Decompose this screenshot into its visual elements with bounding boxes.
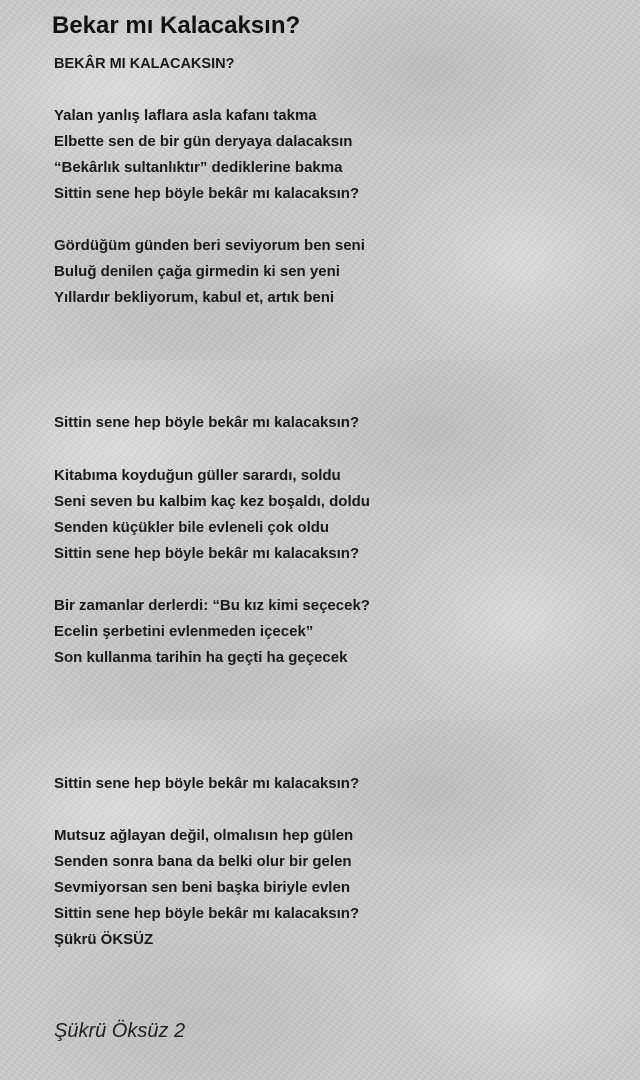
poem-line: Elbette sen de bir gün deryaya dalacaksın (54, 133, 353, 150)
stanza-3 (54, 410, 359, 436)
poem-line: Mutsuz ağlayan değil, olmalısın hep gülen (54, 827, 354, 844)
poem-line: Sevmiyorsan sen beni başka biriyle evlen (54, 879, 350, 896)
poem-line: Senden sonra bana da belki olur bir gelen (54, 853, 352, 870)
stanza-1 (54, 103, 359, 207)
stanza-7 (54, 823, 359, 953)
poem-subtitle: BEKÂR MI KALACAKSIN? (54, 56, 235, 72)
poem-line: Sittin sene hep böyle bekâr mı kalacaksın? (54, 775, 360, 792)
stanza-2 (54, 233, 365, 311)
poem-title: Bekar mı Kalacaksın? (52, 12, 301, 39)
poem-line: Bir zamanlar derlerdi: “Bu kız kimi seçecek? (54, 597, 370, 614)
poem-line: “Bekârlık sultanlıktır” dediklerine bakma (54, 159, 343, 176)
poem-line: Yalan yanlış laflara asla kafanı takma (54, 107, 317, 124)
stanza-5 (54, 593, 370, 671)
poem-line: Buluğ denilen çağa girmedin ki sen yeni (54, 263, 340, 280)
poem-author-line: Şükrü ÖKSÜZ (54, 931, 154, 948)
poem-line: Gördüğüm günden beri seviyorum ben seni (54, 237, 365, 254)
poem-line: Son kullanma tarihin ha geçti ha geçecek (54, 649, 348, 666)
poem-line: Senden küçükler bile evleneli çok oldu (54, 519, 330, 536)
poem-line: Sittin sene hep böyle bekâr mı kalacaksın? (54, 905, 360, 922)
poem-line: Seni seven bu kalbim kaç kez boşaldı, doldu (54, 493, 370, 510)
poem-line: Sittin sene hep böyle bekâr mı kalacaksın? (54, 545, 360, 562)
stanza-4 (54, 463, 370, 567)
stanza-6 (54, 771, 359, 797)
poem-line: Yıllardır bekliyorum, kabul et, artık beni (54, 289, 335, 306)
poem-line: Ecelin şerbetini evlenmeden içecek” (54, 623, 314, 640)
poem-line: Kitabıma koyduğun güller sarardı, soldu (54, 467, 341, 484)
signature: Şükrü Öksüz 2 (54, 1020, 186, 1042)
poem-line: Sittin sene hep böyle bekâr mı kalacaksın? (54, 414, 360, 431)
poem-line: Sittin sene hep böyle bekâr mı kalacaksın? (54, 185, 360, 202)
